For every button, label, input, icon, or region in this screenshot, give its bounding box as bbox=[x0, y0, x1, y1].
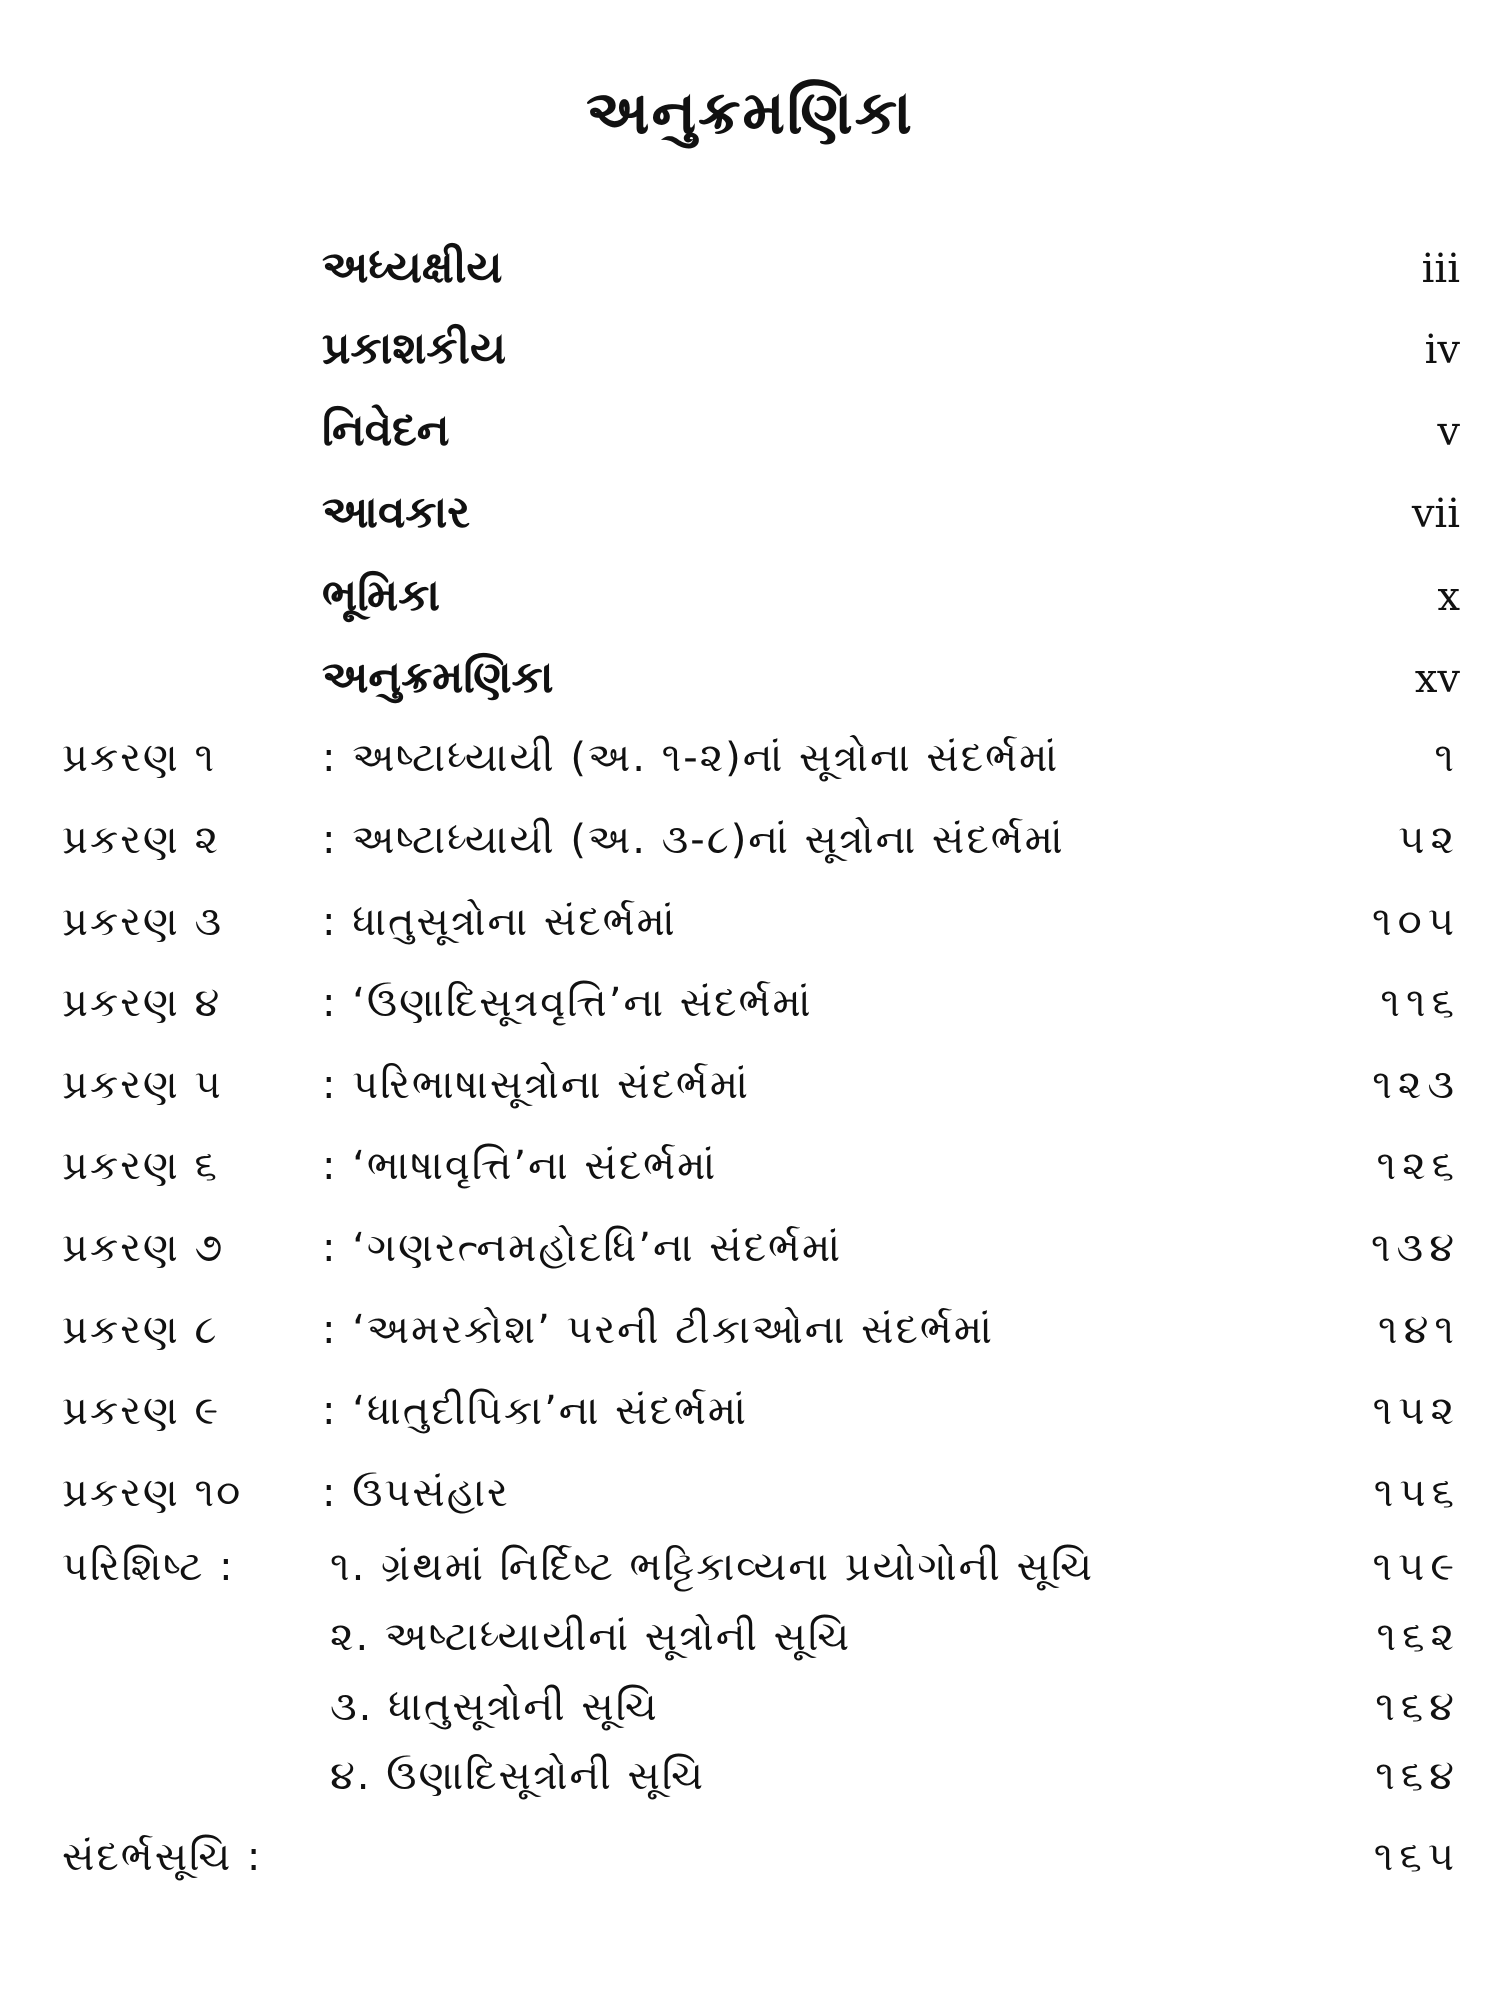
chapter-label: પ્રકરણ ૭ bbox=[62, 1225, 225, 1271]
appendix-item-title: ૨. અષ્ટાધ્યાયીનાં સૂત્રોની સૂચિ bbox=[330, 1614, 852, 1660]
appendix-item-page: ૧૬૨ bbox=[1376, 1614, 1460, 1660]
front-matter-label: ભૂમિકા bbox=[322, 570, 441, 621]
chapter-page: ૧૨૬ bbox=[1376, 1143, 1460, 1189]
chapter-label: પ્રકરણ ૪ bbox=[62, 980, 222, 1026]
chapter-title: : ‘ધાતુદીપિકા’ના સંદર્ભમાં bbox=[322, 1388, 748, 1434]
appendix-label: પરિશિષ્ટ : bbox=[62, 1544, 235, 1590]
chapter-page: ૧૫૬ bbox=[1373, 1470, 1460, 1516]
front-matter-page: x bbox=[1437, 574, 1460, 620]
chapter-title: : અષ્ટાધ્યાયી (અ. ૧-૨)નાં સૂત્રોના સંદર્ભમાં bbox=[322, 735, 1060, 781]
chapter-label: પ્રકરણ ૨ bbox=[62, 817, 220, 863]
front-matter-page: vii bbox=[1411, 491, 1460, 537]
chapter-title: : અષ્ટાધ્યાયી (અ. ૩-૮)નાં સૂત્રોના સંદર્ભમાં bbox=[322, 817, 1065, 863]
front-matter-label: અધ્યક્ષીય bbox=[322, 242, 503, 293]
page-title: અનુક્રમણિકા bbox=[586, 78, 914, 148]
chapter-title: : પરિભાષાસૂત્રોના સંદર્ભમાં bbox=[322, 1062, 750, 1108]
front-matter-label: અનુક્રમણિકા bbox=[322, 652, 554, 703]
appendix-item-page: ૧૫૯ bbox=[1372, 1544, 1460, 1590]
chapter-label: પ્રકરણ ૩ bbox=[62, 899, 224, 945]
appendix-item-page: ૧૬૪ bbox=[1375, 1684, 1460, 1730]
front-matter-label: પ્રકાશકીય bbox=[322, 323, 507, 374]
front-matter-page: iii bbox=[1421, 246, 1460, 292]
chapter-label: પ્રકરણ ૫ bbox=[62, 1062, 223, 1108]
chapter-page: ૧ bbox=[1434, 735, 1460, 781]
chapter-page: ૧૫૨ bbox=[1372, 1388, 1460, 1434]
chapter-page: ૧૧૬ bbox=[1380, 980, 1460, 1026]
front-matter-label: નિવેદન bbox=[322, 405, 450, 456]
chapter-label: પ્રકરણ ૧ bbox=[62, 735, 217, 781]
front-matter-page: v bbox=[1437, 409, 1460, 455]
front-matter-page: iv bbox=[1424, 327, 1460, 373]
chapter-title: : ‘ઉણાદિસૂત્રવૃત્તિ’ના સંદર્ભમાં bbox=[322, 980, 813, 1026]
chapter-title: : ધાતુસૂત્રોના સંદર્ભમાં bbox=[322, 899, 677, 945]
front-matter-label: આવકાર bbox=[322, 487, 470, 538]
appendix-item-title: ૩. ધાતુસૂત્રોની સૂચિ bbox=[330, 1684, 659, 1730]
chapter-page: ૧૦૫ bbox=[1372, 899, 1460, 945]
chapter-title: : ‘અમરકોશ’ પરની ટીકાઓના સંદર્ભમાં bbox=[322, 1307, 994, 1353]
bibliography-page: ૧૬૫ bbox=[1373, 1834, 1460, 1880]
chapter-title: : ‘ગણરત્નમહોદધિ’ના સંદર્ભમાં bbox=[322, 1225, 843, 1271]
chapter-label: પ્રકરણ ૯ bbox=[62, 1388, 221, 1434]
chapter-title: : ‘ભાષાવૃત્તિ’ના સંદર્ભમાં bbox=[322, 1143, 718, 1189]
chapter-label: પ્રકરણ ૮ bbox=[62, 1307, 219, 1353]
appendix-item-title: ૧. ગ્રંથમાં નિર્દિષ્ટ ભટ્ટિકાવ્યના પ્રયોગોની સૂચિ bbox=[330, 1544, 1095, 1590]
chapter-label: પ્રકરણ ૧૦ bbox=[62, 1470, 243, 1516]
chapter-page: ૫૨ bbox=[1398, 817, 1460, 863]
front-matter-page: xv bbox=[1414, 656, 1460, 702]
appendix-item-page: ૧૬૪ bbox=[1375, 1753, 1460, 1799]
bibliography-label: સંદર્ભસૂચિ : bbox=[62, 1834, 263, 1880]
chapter-label: પ્રકરણ ૬ bbox=[62, 1143, 219, 1189]
appendix-item-title: ૪. ઉણાદિસૂત્રોની સૂચિ bbox=[330, 1753, 705, 1799]
chapter-page: ૧૨૩ bbox=[1372, 1062, 1460, 1108]
chapter-title: : ઉપસંહાર bbox=[322, 1470, 510, 1516]
chapter-page: ૧૪૧ bbox=[1378, 1307, 1460, 1353]
chapter-page: ૧૩૪ bbox=[1370, 1225, 1460, 1271]
